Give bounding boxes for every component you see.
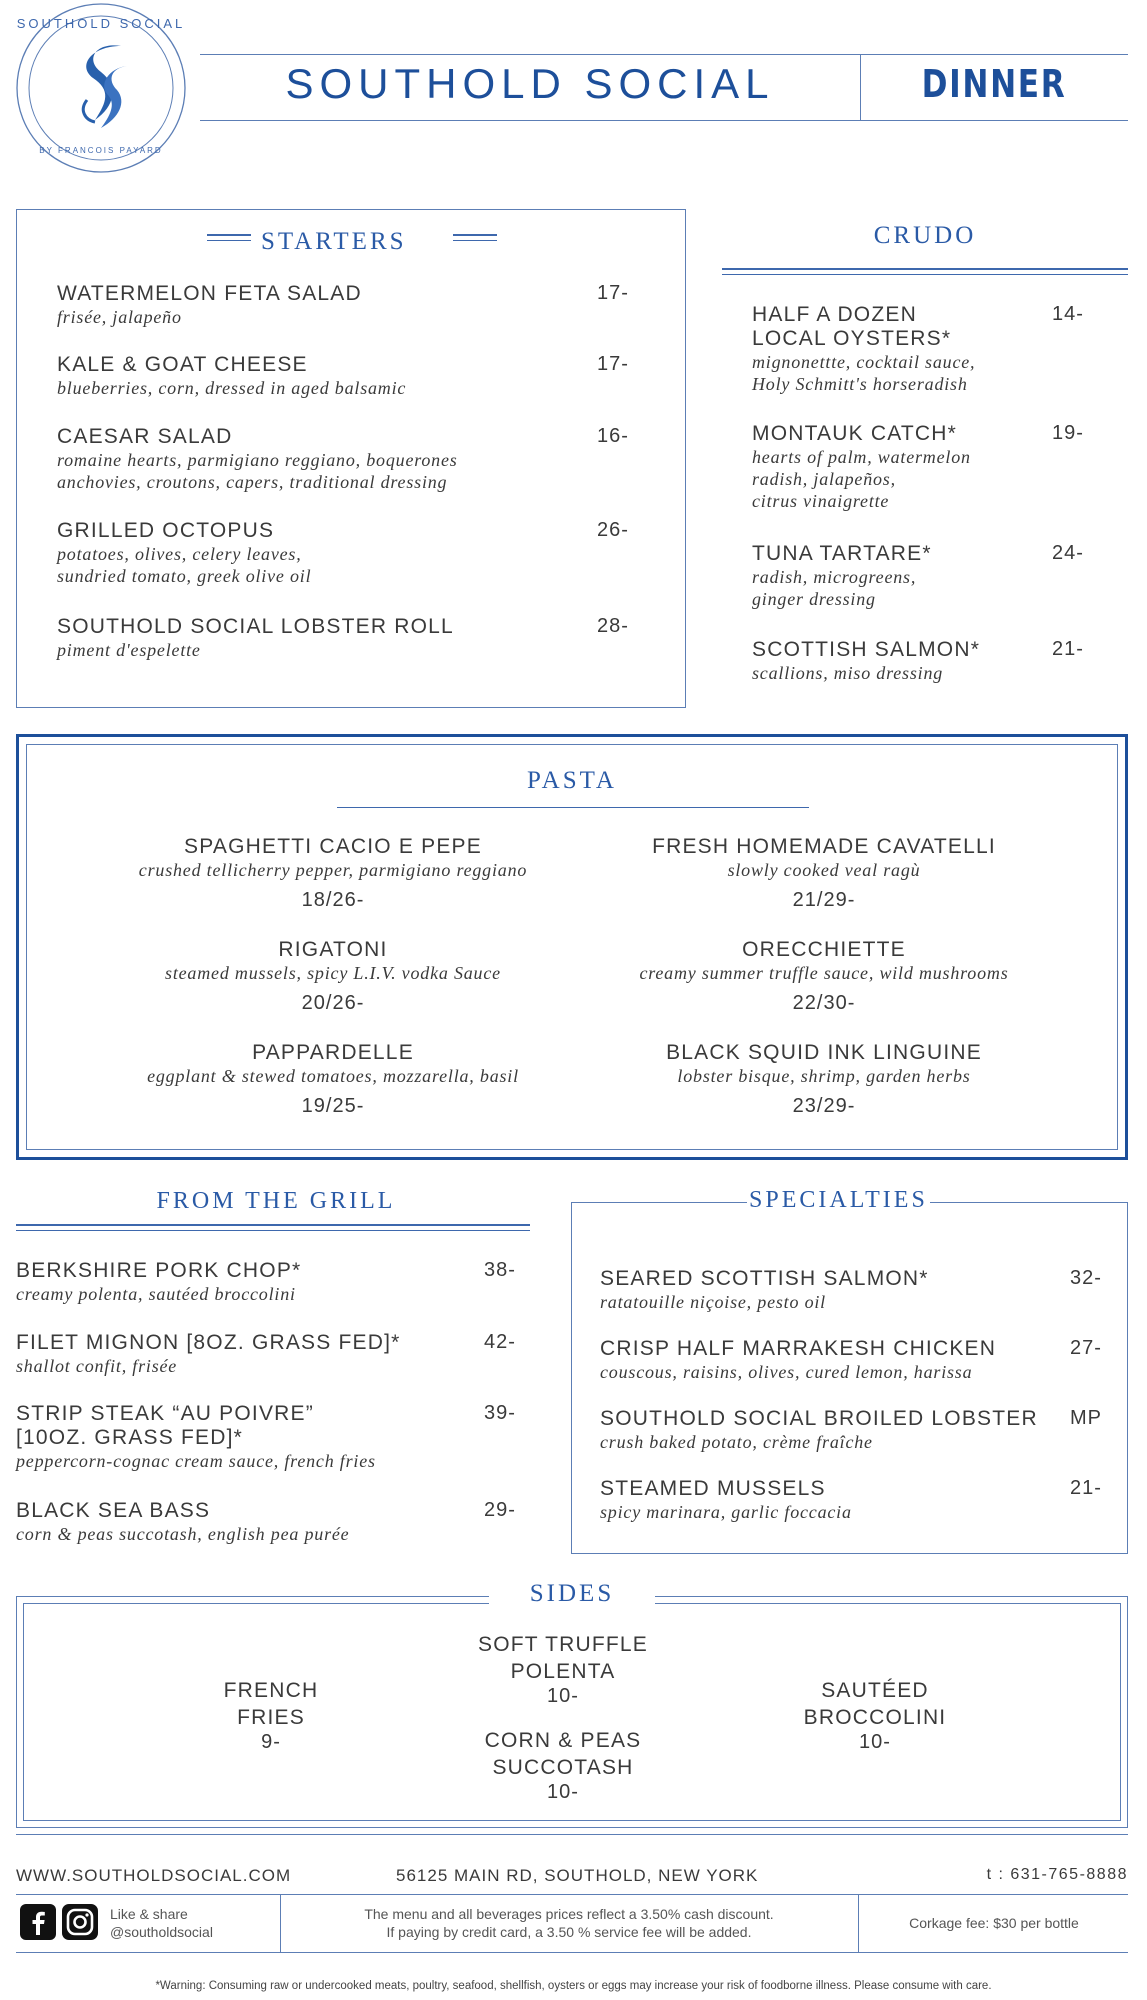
item-price: 17- (597, 282, 629, 304)
item-price: 10- (547, 1781, 579, 1803)
item-price: 26- (597, 519, 629, 541)
pasta-section (16, 734, 1128, 1160)
item-price: 29- (484, 1499, 516, 1521)
logo-ring-top-text: SOUTHOLD SOCIAL (16, 16, 186, 31)
item-name: SOUTHOLD SOCIAL LOBSTER ROLL (57, 615, 454, 638)
logo-seal (15, 2, 187, 174)
item-desc: creamy summer truffle sauce, wild mushrooms (639, 963, 1009, 983)
item-desc: piment d'espelette (57, 640, 201, 660)
phone[interactable]: t : 631-765-8888 (986, 1866, 1128, 1883)
item-name-line2: [10OZ. GRASS FED]* (16, 1426, 243, 1449)
item-name: FRESH HOMEMADE CAVATELLI (652, 835, 996, 858)
item-desc-line2: ginger dressing (752, 589, 876, 609)
item-desc: lobster bisque, shrimp, garden herbs (677, 1066, 971, 1086)
item-name: KALE & GOAT CHEESE (57, 353, 308, 376)
menu-item (103, 1041, 563, 1118)
menu-item (16, 1259, 536, 1305)
item-desc: scallions, miso dressing (752, 663, 944, 683)
item-name-line2: POLENTA (510, 1660, 616, 1683)
item-desc: couscous, raisins, olives, cured lemon, harissa (600, 1362, 973, 1382)
item-price: 23/29- (792, 1095, 856, 1117)
item-price: 21/29- (792, 889, 856, 911)
item-name: WATERMELON FETA SALAD (57, 282, 362, 305)
item-name: GRILLED OCTOPUS (57, 519, 275, 542)
grill-heading-rule (16, 1224, 530, 1231)
item-name: RIGATONI (278, 938, 388, 961)
item-price: 32- (1070, 1267, 1102, 1289)
corkage-fee: Corkage fee: $30 per bottle (909, 1915, 1079, 1931)
sides-heading: SIDES (489, 1580, 655, 1608)
item-price: 17- (597, 353, 629, 375)
item-name: TUNA TARTARE* (752, 542, 932, 565)
item-name-line2: LOCAL OYSTERS* (752, 327, 952, 350)
side-item (453, 1631, 673, 1708)
sides-section (16, 1580, 1128, 1828)
header-divider (860, 54, 861, 120)
item-price: 10- (547, 1685, 579, 1707)
footer-divider-left (280, 1894, 281, 1952)
item-price: 18/26- (301, 889, 365, 911)
restaurant-title: SOUTHOLD SOCIAL (285, 60, 775, 107)
item-name: SEARED SCOTTISH SALMON* (600, 1267, 929, 1290)
instagram-icon[interactable] (62, 1904, 98, 1940)
header-bottom-rule (200, 120, 1128, 121)
item-desc: blueberries, corn, dressed in aged balsamic (57, 378, 407, 398)
social-handle[interactable]: @southoldsocial (110, 1924, 213, 1940)
menu-item (600, 1477, 1120, 1523)
item-price: 24- (1052, 542, 1084, 564)
menu-item (594, 835, 1054, 912)
item-name: FRENCH (223, 1679, 319, 1702)
item-price: 42- (484, 1331, 516, 1353)
cash-discount-note: The menu and all beverages prices reflect a 3.50% cash discount. (364, 1906, 774, 1922)
menu-item (600, 1267, 1120, 1313)
starters-heading: STARTERS (261, 228, 407, 255)
item-desc: romaine hearts, parmigiano reggiano, boquerones (57, 450, 458, 470)
menu-item (103, 835, 563, 912)
side-item (765, 1677, 985, 1754)
starters-heading-rule-left (207, 234, 251, 241)
item-desc: peppercorn-cognac cream sauce, french fries (16, 1451, 376, 1471)
item-desc: frisée, jalapeño (57, 307, 182, 327)
item-price: 22/30- (792, 992, 856, 1014)
item-name: SAUTÉED (821, 1679, 929, 1702)
item-desc: steamed mussels, spicy L.I.V. vodka Sauce (165, 963, 501, 983)
item-name-line2: BROCCOLINI (803, 1706, 947, 1729)
footer-divider-right (858, 1894, 859, 1952)
menu-item (752, 542, 1112, 610)
menu-item (600, 1337, 1120, 1383)
item-name: BLACK SQUID INK LINGUINE (666, 1041, 982, 1064)
item-price: 14- (1052, 303, 1084, 325)
item-name: BLACK SEA BASS (16, 1499, 211, 1522)
item-name-line2: SUCCOTASH (492, 1756, 634, 1779)
grill-heading: FROM THE GRILL (156, 1188, 396, 1214)
crudo-heading-rule (722, 268, 1128, 275)
item-price: 19/25- (301, 1095, 365, 1117)
menu-item (57, 519, 657, 587)
item-price: 21- (1070, 1477, 1102, 1499)
item-name: MONTAUK CATCH* (752, 422, 958, 445)
menu-item (16, 1499, 536, 1545)
menu-item (57, 615, 657, 661)
item-desc: potatoes, olives, celery leaves, (57, 544, 302, 564)
pasta-heading: PASTA (527, 767, 617, 794)
food-safety-warning: *Warning: Consuming raw or undercooked meats, poultry, seafood, shellfish, oysters or eggs may increase your risk of foodborne illness. Please consume with care. (155, 1980, 992, 1992)
menu-item (600, 1407, 1120, 1453)
menu-type-title: DINNER (921, 62, 1067, 106)
menu-item (103, 938, 563, 1015)
item-desc: spicy marinara, garlic foccacia (600, 1502, 852, 1522)
item-desc-line2: anchovies, croutons, capers, traditional dressing (57, 472, 448, 492)
item-price: 16- (597, 425, 629, 447)
menu-item (752, 422, 1112, 512)
item-price: 39- (484, 1402, 516, 1424)
item-desc: ratatouille niçoise, pesto oil (600, 1292, 826, 1312)
item-name: ORECCHIETTE (742, 938, 906, 961)
social-like-share: Like & share (110, 1906, 188, 1922)
item-price: 38- (484, 1259, 516, 1281)
item-name: CRISP HALF MARRAKESH CHICKEN (600, 1337, 997, 1360)
item-name: SOUTHOLD SOCIAL BROILED LOBSTER (600, 1407, 1038, 1430)
item-price: 9- (261, 1731, 281, 1753)
item-price: 27- (1070, 1337, 1102, 1359)
pasta-heading-rule (337, 807, 809, 808)
logo-ring-bottom-text: BY FRANCOIS PAYARD (39, 146, 163, 155)
crudo-heading: CRUDO (873, 222, 977, 249)
starters-section (16, 209, 686, 708)
item-price: 21- (1052, 638, 1084, 660)
item-price: 28- (597, 615, 629, 637)
item-desc: crushed tellicherry pepper, parmigiano reggiano (138, 860, 528, 880)
footer-top-rule (16, 1834, 1128, 1835)
item-desc: radish, microgreens, (752, 567, 917, 587)
item-name: STRIP STEAK “AU POIVRE” (16, 1402, 314, 1425)
item-desc: shallot confit, frisée (16, 1356, 178, 1376)
item-desc: eggplant & stewed tomatoes, mozzarella, basil (147, 1066, 519, 1086)
item-name: CORN & PEAS (484, 1729, 642, 1752)
item-name: BERKSHIRE PORK CHOP* (16, 1259, 302, 1282)
item-desc: creamy polenta, sautéed broccolini (16, 1284, 296, 1304)
item-name: PAPPARDELLE (252, 1041, 414, 1064)
menu-item (594, 938, 1054, 1015)
menu-item (16, 1331, 536, 1377)
menu-item (57, 353, 657, 399)
footer-mid-rule (16, 1894, 1128, 1895)
facebook-icon[interactable] (20, 1904, 56, 1940)
item-name: HALF A DOZEN (752, 303, 917, 326)
item-name: SOFT TRUFFLE (478, 1633, 648, 1656)
item-price: 20/26- (301, 992, 365, 1014)
website-link[interactable]: WWW.SOUTHOLDSOCIAL.COM (16, 1866, 292, 1885)
item-desc-line2: Holy Schmitt's horseradish (752, 374, 968, 394)
side-item (453, 1727, 673, 1804)
specialties-section (571, 1187, 1128, 1554)
item-desc: slowly cooked veal ragù (727, 860, 921, 880)
card-fee-note: If paying by credit card, a 3.50 % service fee will be added. (386, 1924, 752, 1940)
menu-item (594, 1041, 1054, 1118)
item-name: SPAGHETTI CACIO E PEPE (184, 835, 482, 858)
item-name: STEAMED MUSSELS (600, 1477, 826, 1500)
side-item (161, 1677, 381, 1754)
menu-item (752, 638, 1112, 684)
item-price: MP (1070, 1407, 1102, 1429)
item-name: FILET MIGNON [8OZ. GRASS FED]* (16, 1331, 401, 1354)
item-desc: crush baked potato, crème fraîche (600, 1432, 873, 1452)
item-name-line2: FRIES (237, 1706, 305, 1729)
item-price: 10- (859, 1731, 891, 1753)
item-name: SCOTTISH SALMON* (752, 638, 981, 661)
item-desc: corn & peas succotash, english pea purée (16, 1524, 350, 1544)
item-desc-line2: sundried tomato, greek olive oil (57, 566, 312, 586)
menu-item (57, 282, 657, 328)
menu-item (752, 303, 1112, 395)
item-desc: hearts of palm, watermelon (752, 447, 971, 467)
item-name: CAESAR SALAD (57, 425, 233, 448)
starters-heading-rule-right (453, 234, 497, 241)
menu-item (57, 425, 657, 493)
specialties-heading: SPECIALTIES (749, 1187, 928, 1213)
item-desc-line3: citrus vinaigrette (752, 491, 890, 511)
menu-item (16, 1402, 536, 1472)
item-price: 19- (1052, 422, 1084, 444)
item-desc-line2: radish, jalapeños, (752, 469, 896, 489)
footer-bottom-rule (16, 1952, 1128, 1953)
item-desc: mignonettte, cocktail sauce, (752, 352, 976, 372)
header-top-rule (200, 54, 1128, 55)
address: 56125 MAIN RD, SOUTHOLD, NEW YORK (396, 1866, 759, 1885)
